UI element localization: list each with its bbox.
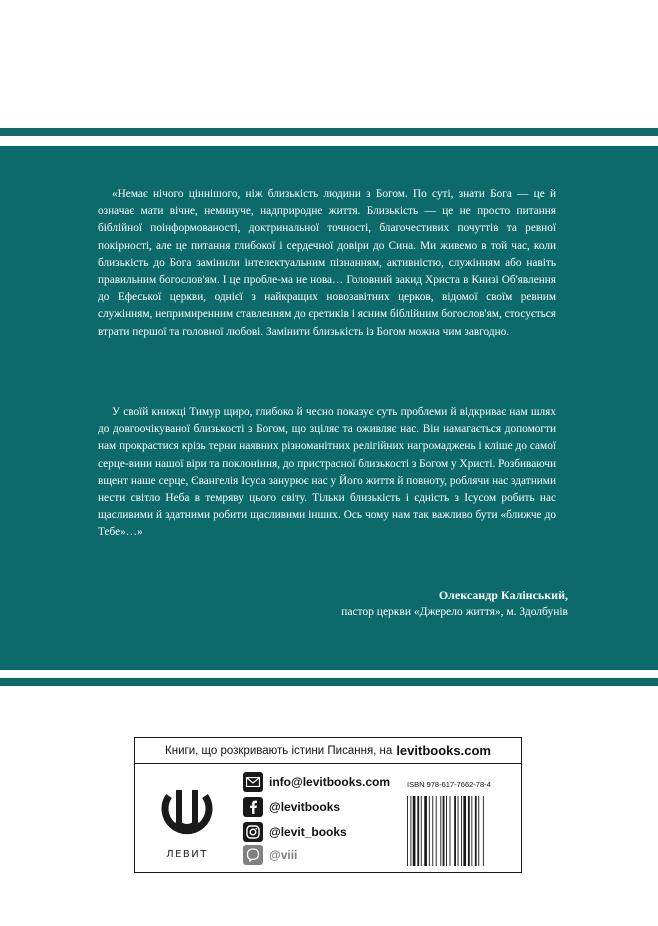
facebook-icon — [243, 797, 263, 817]
tagline-text: Книги, що розкривають істини Писання, на — [165, 744, 393, 757]
isbn-number: ISBN 978-617-7662-78-4 — [407, 780, 491, 789]
instagram-contact[interactable] — [243, 821, 347, 843]
facebook-contact[interactable] — [243, 796, 340, 818]
quote-paragraph-1: «Немає нічого ціннішого, ніж близькість людини з Богом. По суті, знати Бога — це й означає мати вічне, неминуче, надприродне життя. Близькість — це не просто питання біблійної поінформованості, доктринальної точності, благочестивих почуттів та ревної покірності, але це питання глибокої і сердечної довіри до Сина. Ми живемо в той час, коли близькість до Бога замінили інтелектуальним пізнанням, активністю, служінням або навіть правильним богослов'ям. І це пробле-ма не нова… Головний закид Христа в Книзі Об'явлення до Ефеської церкви, однієї з найкращих новозавітних церков, відомої своїм ревним служінням, непримиренним ставленням до єретиків і ясним біблійним богослов'ям, стосується втрати першої та головної любові. Замінити близькість із Богом можна чим завгодно. — [98, 188, 556, 338]
email-text: info@levitbooks.com — [269, 775, 391, 789]
levit-logo-icon — [161, 786, 213, 856]
bottom-stripe — [0, 678, 658, 686]
author-role: пастор церкви «Джерело життя», м. Здолбунів — [341, 606, 568, 618]
barcode-icon — [407, 796, 511, 866]
instagram-text: @levit_books — [269, 825, 347, 839]
author-name: Олександр Калінський, — [438, 588, 568, 602]
publisher-box — [134, 737, 522, 873]
publisher-tagline — [135, 738, 521, 764]
publisher-site-link[interactable]: levitbooks.com — [396, 743, 491, 758]
top-stripe — [0, 128, 658, 136]
viber-icon — [243, 845, 263, 865]
instagram-icon — [243, 822, 263, 842]
quote-paragraph-2: У своїй книжці Тимур щиро, глибоко й чесно показує суть проблеми й відкриває нам шлях до довгоочікуваної близькості з Богом, що зціляє та оживляє нас. Він намагається допомогти нам прокрастися крізь терни наявних різноманітних релігійних нагромаджень і кліше до самої серце-вини нашої віри та поклоніння, до пристрасної близькості з Богом у Христі. Розбиваючи вщент наше серце, Євангелія Ісуса занурює нас у Його життя й повноту, роблячи нас здатними нести світло Неба в темряву цього світу. Тільки близькість і єдність з Ісусом робить нас щасливими й здатними робити щасливими інших. Ось чому нам так важливо бути «ближче до Тебе»…» — [98, 406, 556, 539]
viber-text: @viii — [269, 848, 298, 862]
logo-text: ЛЕВИТ — [166, 849, 208, 860]
facebook-text: @levitbooks — [269, 800, 341, 814]
email-contact[interactable] — [243, 771, 390, 793]
envelope-icon — [243, 772, 263, 792]
viber-contact[interactable] — [243, 844, 297, 866]
